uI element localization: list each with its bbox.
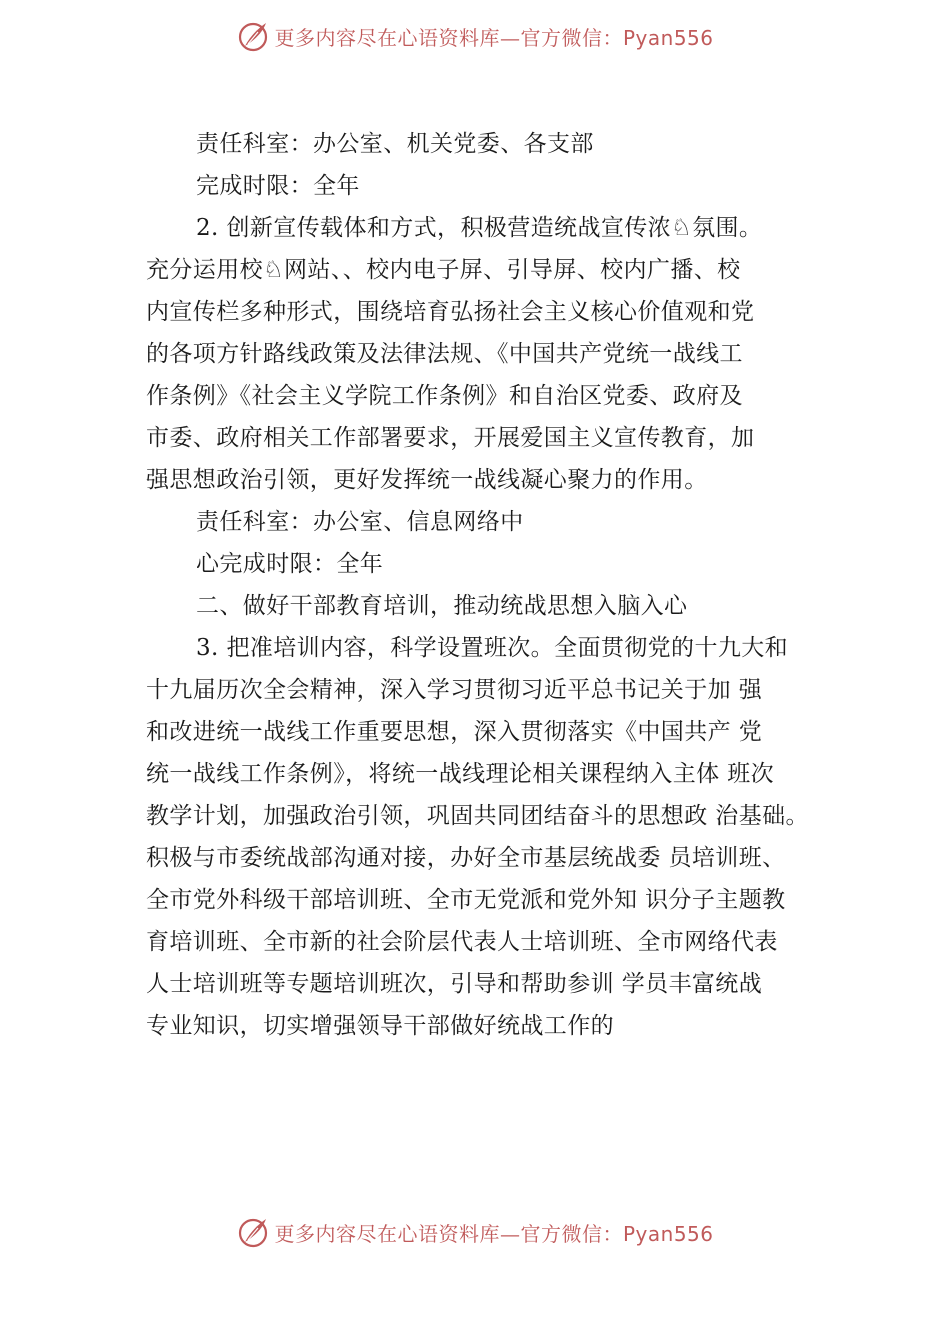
paragraph-line: 育培训班、全市新的社会阶层代表人士培训班、全市网络代表	[146, 929, 778, 955]
footer-wechat-id: Pyan556	[622, 1221, 714, 1246]
paragraph-line: 和改进统一战线工作重要思想，深入贯彻落实《中国共产 党	[146, 719, 763, 745]
footer-watermark	[0, 1212, 950, 1252]
paragraph-line: 内宣传栏多种形式，围绕培育弘扬社会主义核心价值观和党	[146, 299, 755, 325]
paragraph-line: 责任科室：办公室、信息网络中	[196, 509, 524, 535]
paragraph-line: 专业知识，切实增强领导干部做好统战工作的	[146, 1013, 614, 1039]
paragraph-line: 统一战线工作条例》，将统一战线理论相关课程纳入主体 班次	[146, 761, 775, 787]
paragraph-line: 十九届历次全会精神，深入学习贯彻习近平总书记关于加 强	[146, 677, 763, 703]
paragraph-line: 的各项方针路线政策及法律法规、《中国共产党统一战线工	[146, 341, 743, 367]
section-heading: 二、做好干部教育培训，推动统战思想入脑入心	[196, 593, 688, 619]
feather-pen-logo-icon	[236, 1215, 270, 1249]
paragraph-line: 作条例》《社会主义学院工作条例》和自治区党委、政府及	[146, 383, 743, 409]
paragraph-line: 强思想政治引领，更好发挥统一战线凝心聚力的作用。	[146, 467, 708, 493]
footer-wechat-label: 官方微信：	[520, 1221, 623, 1246]
paragraph-line: 市委、政府相关工作部署要求，开展爱国主义宣传教育，加	[146, 425, 755, 451]
paragraph-line: 责任科室：办公室、机关党委、各支部	[196, 131, 594, 157]
header-separator: —	[499, 25, 521, 50]
paragraph-line: 教学计划，加强政治引领，巩固共同团结奋斗的思想政 治基础。	[146, 803, 809, 829]
header-wechat-label: 官方微信：	[520, 25, 623, 50]
paragraph-line: 积极与市委统战部沟通对接，办好全市基层统战委 员培训班、	[146, 845, 786, 871]
header-watermark	[0, 16, 950, 56]
paragraph-line: 充分运用校♘网站、、校内电子屏、引导屏、校内广播、校	[146, 257, 741, 283]
paragraph-line: 人士培训班等专题培训班次，引导和帮助参训 学员丰富统战	[146, 971, 763, 997]
paragraph-line: 全市党外科级干部培训班、全市无党派和党外知 识分子主题教	[146, 887, 786, 913]
paragraph-line: 3. 把准培训内容，科学设置班次。全面贯彻党的十九大和	[196, 635, 789, 661]
footer-slogan-text	[274, 1218, 713, 1247]
header-slogan-text	[274, 22, 713, 51]
footer-slogan: 更多内容尽在心语资料库	[274, 1221, 500, 1246]
header-wechat-id: Pyan556	[622, 25, 714, 50]
footer-separator: —	[499, 1221, 521, 1246]
paragraph-line: 心完成时限：全年	[196, 551, 384, 577]
document-body	[146, 123, 856, 1047]
paragraph-line: 完成时限：全年	[196, 173, 360, 199]
paragraph-line: 2. 创新宣传载体和方式，积极营造统战宣传浓♘氛围。	[196, 215, 763, 241]
header-slogan: 更多内容尽在心语资料库	[274, 25, 500, 50]
feather-pen-logo-icon	[236, 19, 270, 53]
